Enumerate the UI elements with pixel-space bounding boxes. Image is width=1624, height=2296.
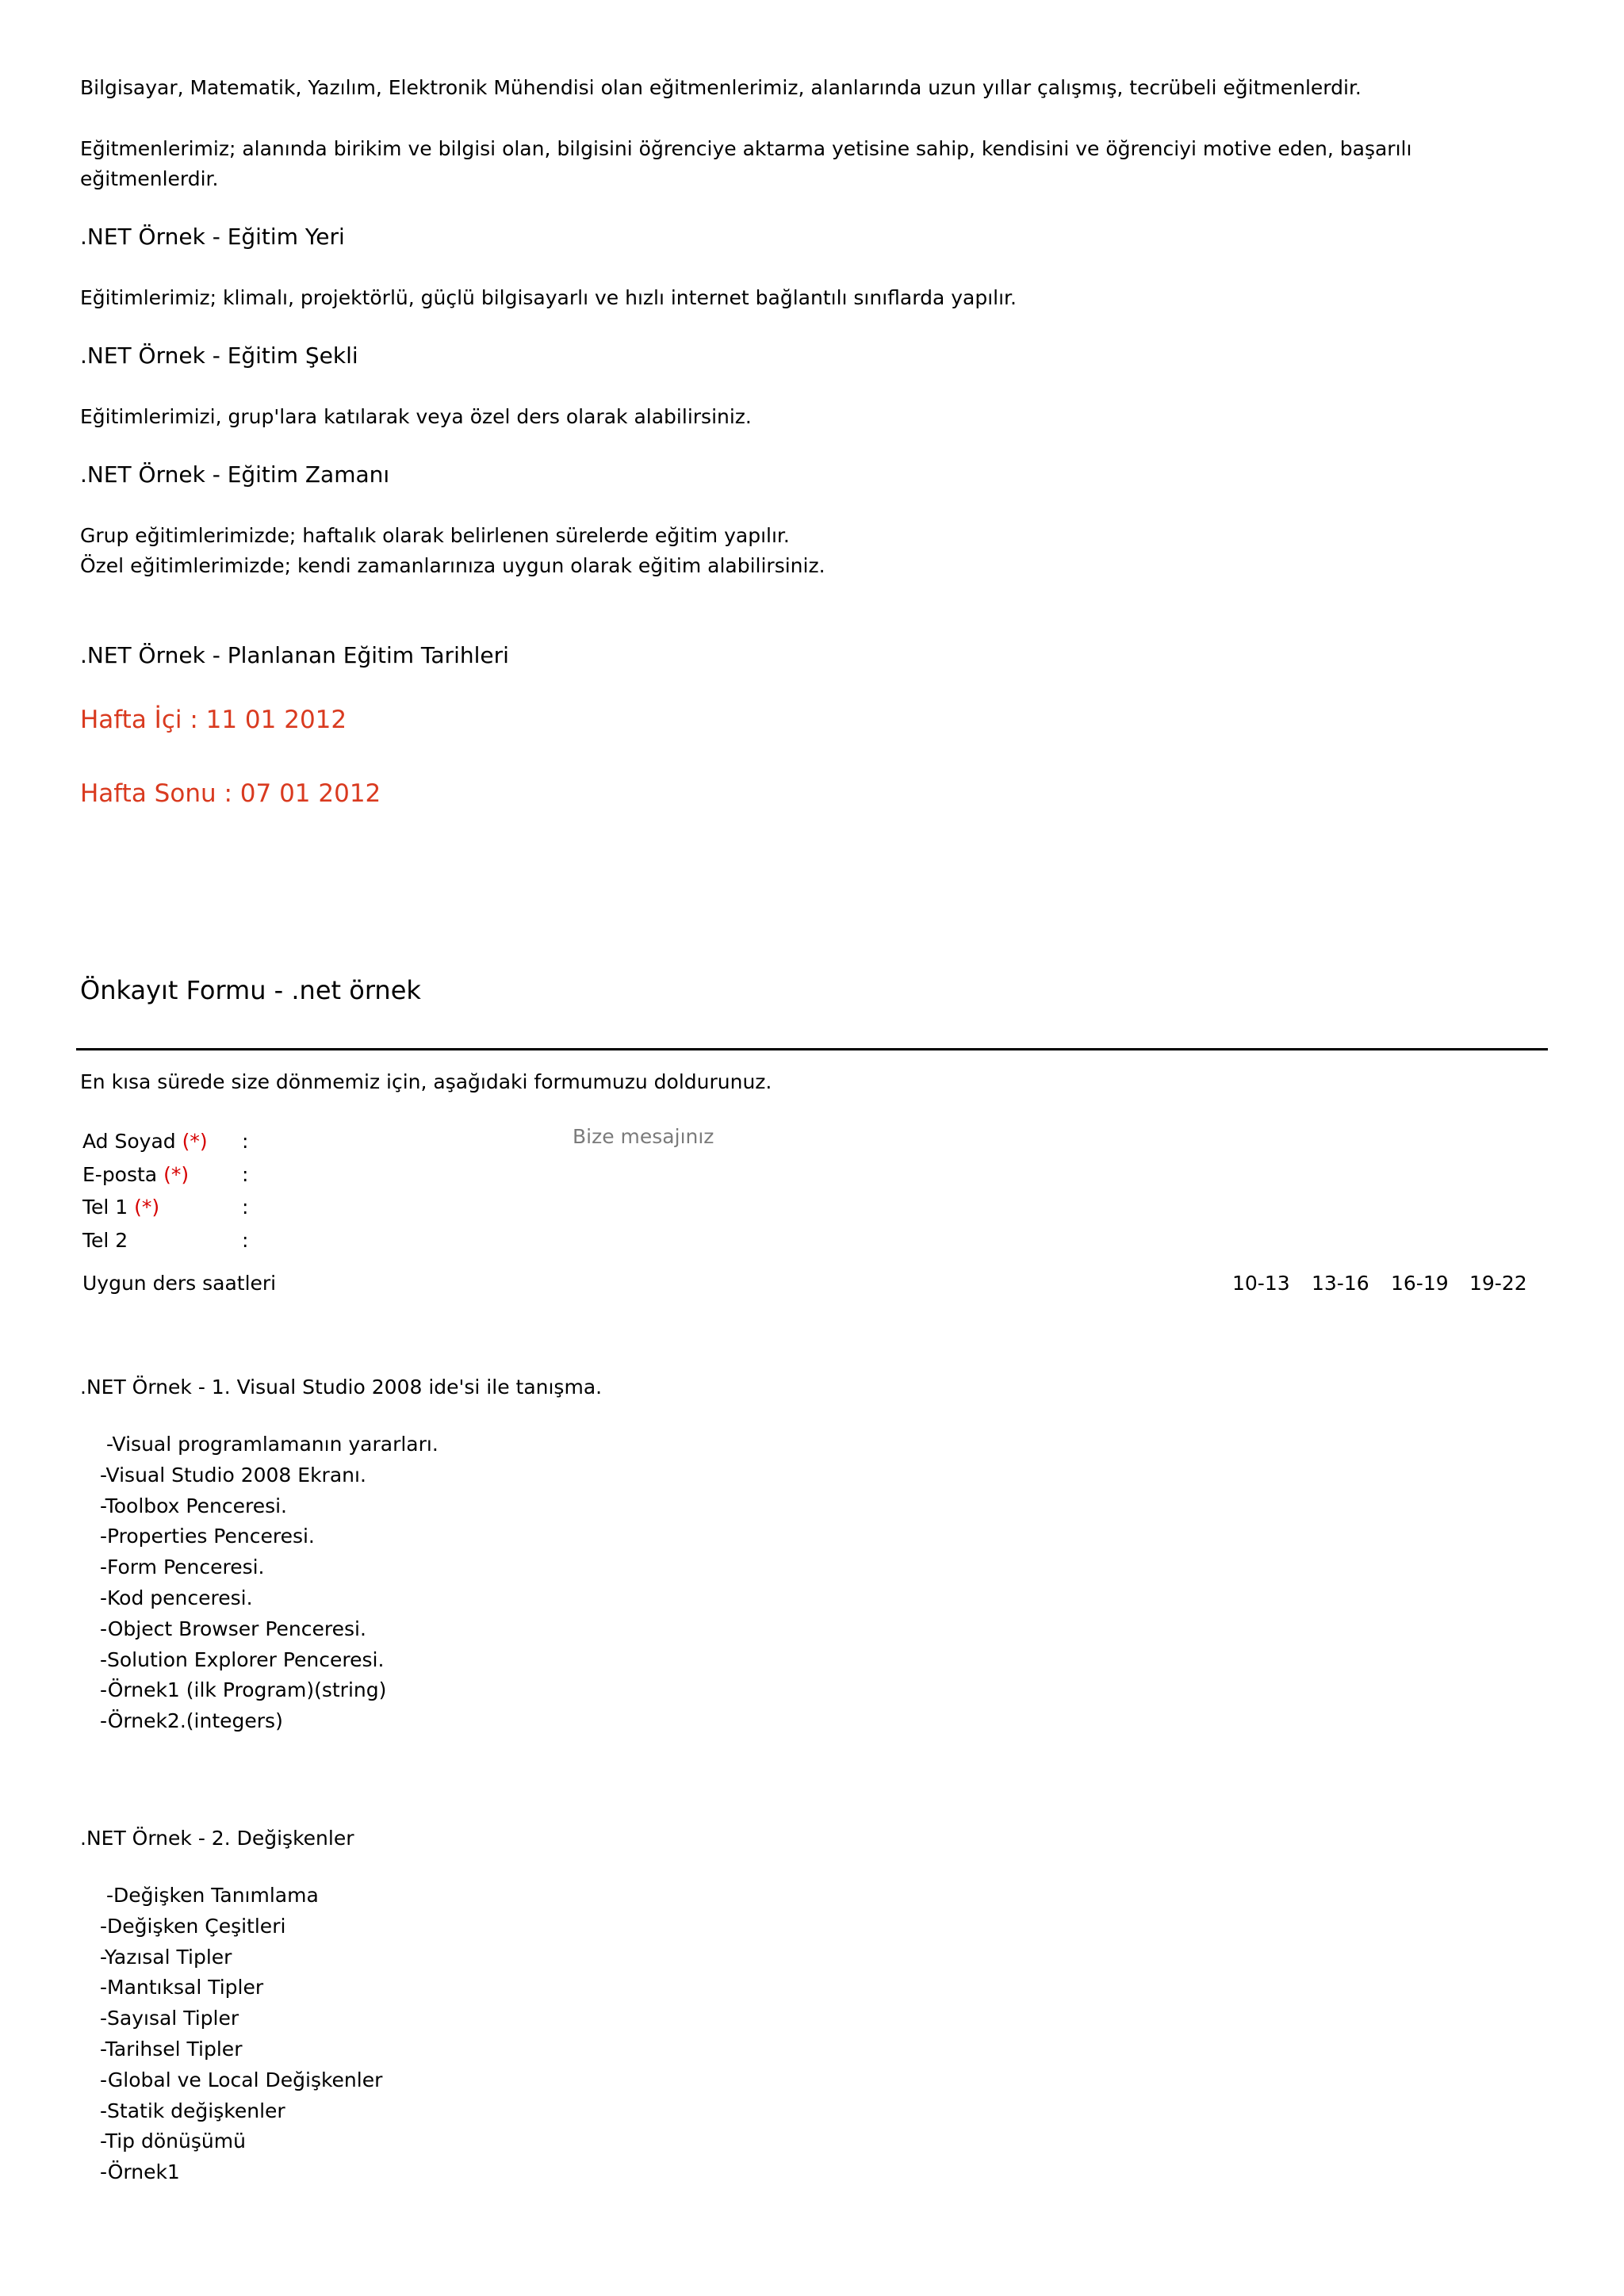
section-heading-tarih: .NET Örnek - Planlanan Eğitim Tarihleri xyxy=(80,642,509,668)
list-item: -Değişken Tanımlama xyxy=(106,1884,319,1907)
tel1-input[interactable] xyxy=(262,1188,547,1220)
list-item: -Yazısal Tipler xyxy=(100,1945,232,1969)
field-colon: : xyxy=(242,1130,249,1153)
list-item: -Değişken Çeşitleri xyxy=(100,1914,286,1938)
list-item: -Visual Studio 2008 Ekranı. xyxy=(100,1463,366,1487)
section-text-sekli: Eğitimlerimizi, grup'lara katılarak veya özel ders olarak alabilirsiniz. xyxy=(80,405,752,428)
required-mark: (*) xyxy=(182,1130,208,1153)
course1-title: .NET Örnek - 1. Visual Studio 2008 ide'si ile tanışma. xyxy=(80,1376,603,1399)
intro-paragraph-2-line-1: Eğitmenlerimiz; alanında birikim ve bilgisi olan, bilgisini öğrenciye aktarma yetisine sahip, kendisini ve öğrenciyi motive eden, başarılı xyxy=(80,137,1412,160)
form-divider xyxy=(76,1048,1548,1050)
weekend-date: Hafta Sonu : 07 01 2012 xyxy=(80,779,381,808)
field-label-email xyxy=(82,1160,189,1190)
field-label-name xyxy=(82,1127,208,1157)
tel2-input[interactable] xyxy=(262,1222,547,1253)
list-item: -Örnek1 xyxy=(100,2160,180,2184)
list-item: -Sayısal Tipler xyxy=(100,2007,239,2030)
course2-topic-list xyxy=(100,1881,382,2188)
list-item: -Form Penceresi. xyxy=(100,1556,265,1579)
list-item: -Tip dönüşümü xyxy=(100,2130,246,2153)
hour-option-13-16[interactable]: 13-16 xyxy=(1312,1272,1369,1295)
hour-option-10-13[interactable]: 10-13 xyxy=(1232,1272,1290,1295)
field-label-email-text: E-posta xyxy=(82,1163,158,1186)
list-item: -Örnek2.(integers) xyxy=(100,1709,283,1733)
hour-option-16-19[interactable]: 16-19 xyxy=(1391,1272,1449,1295)
field-label-tel1-text: Tel 1 xyxy=(82,1196,128,1219)
form-subtitle: En kısa sürede size dönmemiz için, aşağıdaki formumuzu doldurunuz. xyxy=(80,1070,772,1093)
field-label-tel2: Tel 2 xyxy=(82,1229,128,1252)
intro-paragraph-2-line-2: eğitmenlerdir. xyxy=(80,167,219,190)
list-item: -Örnek1 (ilk Program)(string) xyxy=(100,1678,387,1702)
list-item: -Kod penceresi. xyxy=(100,1586,253,1609)
section-heading-yer: .NET Örnek - Eğitim Yeri xyxy=(80,224,345,250)
message-textarea[interactable]: Bize mesajınız xyxy=(573,1125,714,1148)
list-item: -Solution Explorer Penceresi. xyxy=(100,1647,385,1671)
section-text-zaman-line-2: Özel eğitimlerimizde; kendi zamanlarınıza uygun olarak eğitim alabilirsiniz. xyxy=(80,554,825,577)
hour-option-19-22[interactable]: 19-22 xyxy=(1469,1272,1527,1295)
list-item: -Object Browser Penceresi. xyxy=(100,1617,366,1640)
section-heading-zaman: .NET Örnek - Eğitim Zamanı xyxy=(80,461,390,488)
list-item: -Tarihsel Tipler xyxy=(100,2037,243,2061)
field-label-tel1 xyxy=(82,1192,159,1223)
section-text-yer: Eğitimlerimiz; klimalı, projektörlü, güçlü bilgisayarlı ve hızlı internet bağlantılı sınıflarda yapılır. xyxy=(80,286,1017,309)
list-item: -Visual programlamanın yararları. xyxy=(106,1433,439,1456)
field-colon: : xyxy=(242,1196,249,1219)
section-text-zaman-line-1: Grup eğitimlerimizde; haftalık olarak belirlenen sürelerde eğitim yapılır. xyxy=(80,524,790,547)
field-colon: : xyxy=(242,1163,249,1186)
field-label-name-text: Ad Soyad xyxy=(82,1130,176,1153)
intro-paragraph-1: Bilgisayar, Matematik, Yazılım, Elektronik Mühendisi olan eğitmenlerimiz, alanlarında uzun yıllar çalışmış, tecrübeli eğitmenlerdir. xyxy=(80,76,1362,99)
course2-title: .NET Örnek - 2. Değişkenler xyxy=(80,1827,354,1850)
field-colon: : xyxy=(242,1229,249,1252)
course1-topic-list xyxy=(100,1429,439,1737)
required-mark: (*) xyxy=(163,1163,190,1186)
hours-label: Uygun ders saatleri xyxy=(82,1272,277,1295)
list-item: -Global ve Local Değişkenler xyxy=(100,2068,383,2091)
list-item: -Properties Penceresi. xyxy=(100,1525,315,1548)
list-item: -Toolbox Penceresi. xyxy=(100,1494,287,1517)
required-mark: (*) xyxy=(134,1196,160,1219)
list-item: -Statik değişkenler xyxy=(100,2099,285,2122)
name-input[interactable] xyxy=(262,1123,547,1154)
section-heading-sekli: .NET Örnek - Eğitim Şekli xyxy=(80,342,358,369)
list-item: -Mantıksal Tipler xyxy=(100,1976,264,1999)
form-title: Önkayıt Formu - .net örnek xyxy=(80,975,421,1005)
email-input[interactable] xyxy=(262,1156,547,1188)
weekday-date: Hafta İçi : 11 01 2012 xyxy=(80,706,347,734)
